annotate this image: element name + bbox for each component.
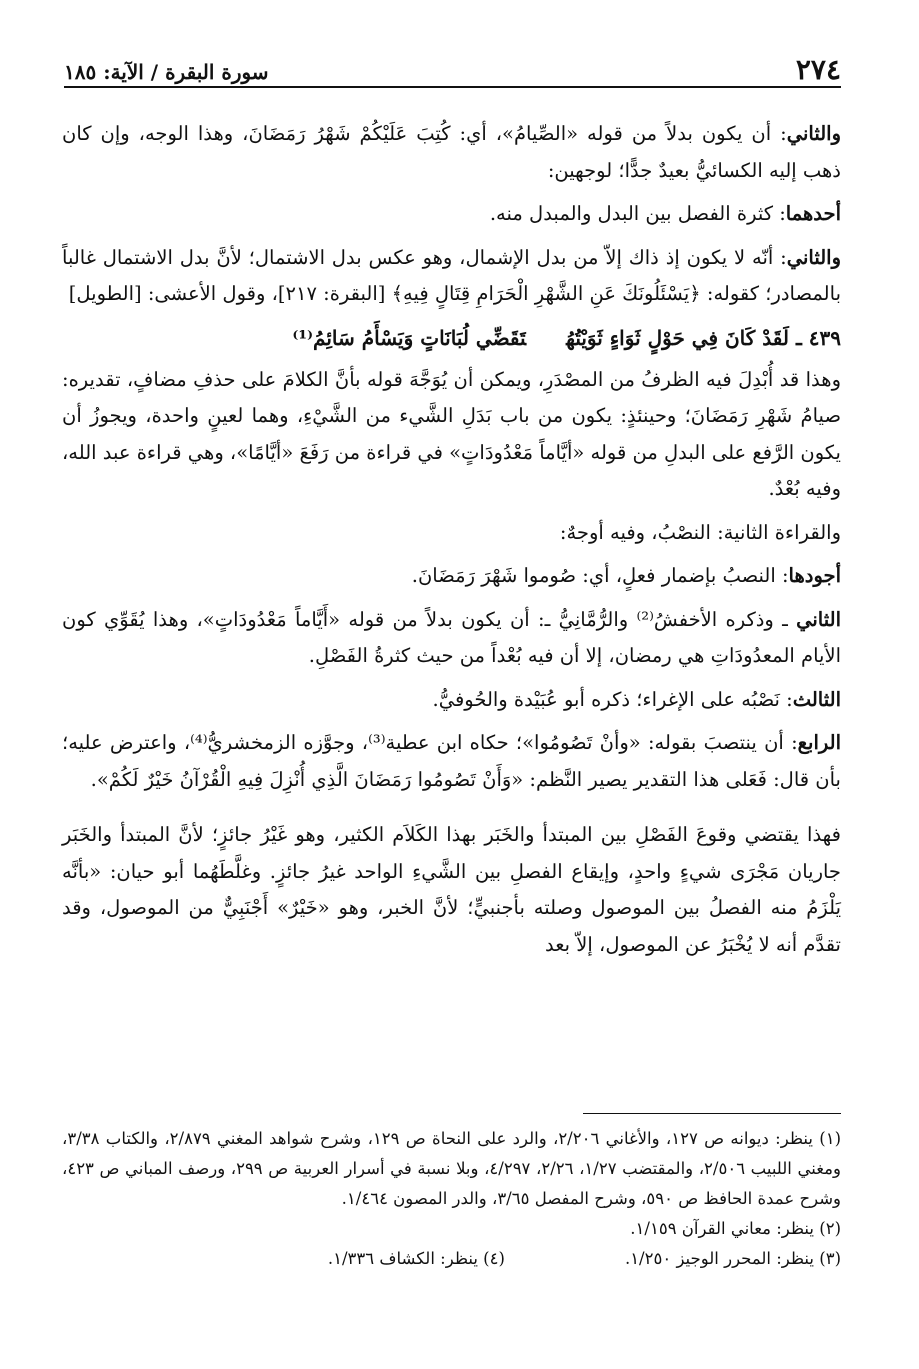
paragraph-text: : أن ينتصبَ بقوله: «وأنْ تَصُومُوا»؛ حكاه ابن عطية⁽³⁾، وجوَّزه الزمخشريُّ⁽⁴⁾، واعترض عليه؛ بأن قال: فَعَلى هذا التقدير يصير النَّظم: «وَأَنْ تَصُومُوا رَمَضَانَ الَّذِي أُنْزِلَ فِيهِ الْقُرْآنُ خَيْرٌ لَكُمْ». xyxy=(62,731,841,791)
paragraph xyxy=(62,725,841,798)
verse-hemistich-2: تَقَضِّي لُبَانَاتٍ وَيَسْأَمُ سَائِمُ⁽¹⁾ xyxy=(292,325,527,350)
page-number: ٢٧٤ xyxy=(795,53,841,86)
paragraph xyxy=(62,817,841,963)
footnotes xyxy=(62,1124,841,1274)
paragraph-lead: أحدهما xyxy=(785,202,841,225)
paragraph-text: والقراءة الثانية: النصْبُ، وفيه أوجهٌ: xyxy=(559,520,841,544)
poetry-verse xyxy=(62,320,841,356)
verse-number: ٤٣٩ ـ xyxy=(795,325,841,350)
paragraph-text: فهذا يقتضي وقوعَ الفَصْلِ بين المبتدأ والخَبَر بهذا الكَلاَم الكثير، وهو غَيْرُ جائزٍ؛ لأنَّ المبتدأ والخَبَر جاريان مَجْرَى شيءٍ واحدٍ، وإيقاع الفصلِ بين الشَّيءِ الواحد غيرُ جائزٍ. وغلَّطَهُما أبو حيان: «بأنَّه يَلْزَمُ منه الفصلُ بين الموصول وصلته بأجنبيٍّ؛ لأنَّ الخبر، وهو «خَيْرٌ» أَجْنَبِيٌّ من الموصول، وقد تقدَّم أنه لا يُخْبَرُ عن الموصول، إلاّ بعد xyxy=(62,823,841,956)
paragraph-text: وهذا قد أُبْدِلَ فيه الظرفُ من المصْدَرِ، ويمكن أن يُوَجَّهَ قوله بأنَّ الكلامَ على حذفِ مضافٍ، تقديره: صيامُ شَهْرِ رَمَضَانَ؛ وحينئذٍ: يكون من باب بَدَلِ الشَّيء من الشَّيْءِ، وهما لعينٍ واحدة، ويجوزُ أن يكون الرَّفع على البدلِ من قوله «أيَّاماً مَعْدُودَاتٍ» في قراءة من رَفَعَ «أيَّامًا»، وهي قراءة عبد الله، وفيه بُعْدٌ. xyxy=(61,367,841,500)
paragraph-lead: الرابع xyxy=(797,731,841,754)
paragraph-lead: أجودها xyxy=(788,564,841,587)
footnote-3: (٣) ينظر: المحرر الوجيز ١/٢٥٠. xyxy=(624,1249,841,1268)
footnote-2: (٢) ينظر: معاني القرآن ١/١٥٩. xyxy=(630,1219,841,1238)
footnote-1: (١) ينظر: ديوانه ص ١٢٧، والأغاني ٢/٢٠٦، والرد على النحاة ص ١٢٩، وشرح شواهد المغني ٢/٨٧٩، والكتاب ٣/٣٨، ومغني اللبيب ٢/٥٠٦، والمقتضب ١/٢٧، ٢/٢٦، ٤/٢٩٧، وبلا نسبة في أسرار العربية ص ٢٩٩، ورصف المباني ص ٤٢٣، وشرح عمدة الحافظ ص ٥٩٠، وشرح المفصل ٣/٦٥، والدر المصون ١/٤٦٤. xyxy=(62,1129,842,1208)
paragraph xyxy=(62,515,841,552)
footnote-row xyxy=(62,1244,841,1274)
paragraph-text: : أن يكون بدلاً من قوله «الصِّيامُ»، أي: كُتِبَ عَلَيْكُمْ شَهْرُ رَمَضَانَ، وهذا الوجه، وإن كان ذهب إليه الكسائيُّ بعيدٌ جدًّا؛ لوجهين: xyxy=(62,122,841,182)
paragraph xyxy=(62,116,841,189)
footnote-4: (٤) ينظر: الكشاف ١/٣٣٦. xyxy=(327,1249,505,1268)
paragraph xyxy=(62,602,841,675)
paragraph xyxy=(62,558,841,595)
paragraph xyxy=(62,682,841,719)
footnote-divider xyxy=(583,1113,841,1114)
verse-hemistich-1: لَقَدْ كَانَ فِي حَوْلٍ ثَوَاءٍ ثَوَيْتُهُ xyxy=(566,325,789,350)
paragraph xyxy=(62,362,841,508)
paragraph-text: : نَصْبُه على الإغراء؛ ذكره أبو عُبَيْدة والحُوفيُّ. xyxy=(432,687,793,711)
paragraph-text: : النصبُ بإضمار فعلٍ، أي: صُوموا شَهْرَ رَمَضَانَ. xyxy=(411,564,789,587)
paragraph xyxy=(62,240,841,313)
paragraph-text: : أنّه لا يكون إذ ذاك إلاّ من بدل الإشمال، وهو عكس بدل الاشتمال؛ لأنَّ بدل الاشتمال غالباً بالمصادر؛ كقوله: ﴿يَسْئَلُونَكَ عَنِ الشَّهْرِ الْحَرَامِ قِتَالٍ فِيهِ﴾ [البقرة: ٢١٧]، وقول الأعشى: [الطويل] xyxy=(62,245,841,305)
spacer xyxy=(62,805,841,817)
paragraph-lead: الثالث xyxy=(792,687,841,711)
paragraph-text: ـ وذكره الأخفشُ⁽²⁾ والرُّمَّانِيُّ ـ: أن يكون بدلاً من قوله «أَيَّاماً مَعْدُودَاتٍ»، وهذا يُقَوِّي كون الأيام المعدُودَاتِ هي رمضان، إلا أن فيه بُعْداً من حيث كثرةُ الفَصْلِ. xyxy=(62,607,841,667)
main-text xyxy=(62,116,841,970)
paragraph-lead: والثاني xyxy=(786,245,841,269)
paragraph-lead: الثاني xyxy=(796,607,841,631)
paragraph-lead: والثاني xyxy=(786,122,841,145)
running-title: سورة البقرة / الآية: ١٨٥ xyxy=(64,60,269,84)
paragraph-text: : كثرة الفصل بين البدل والمبدل منه. xyxy=(489,202,786,225)
paragraph xyxy=(62,196,841,233)
page-header xyxy=(64,40,841,88)
